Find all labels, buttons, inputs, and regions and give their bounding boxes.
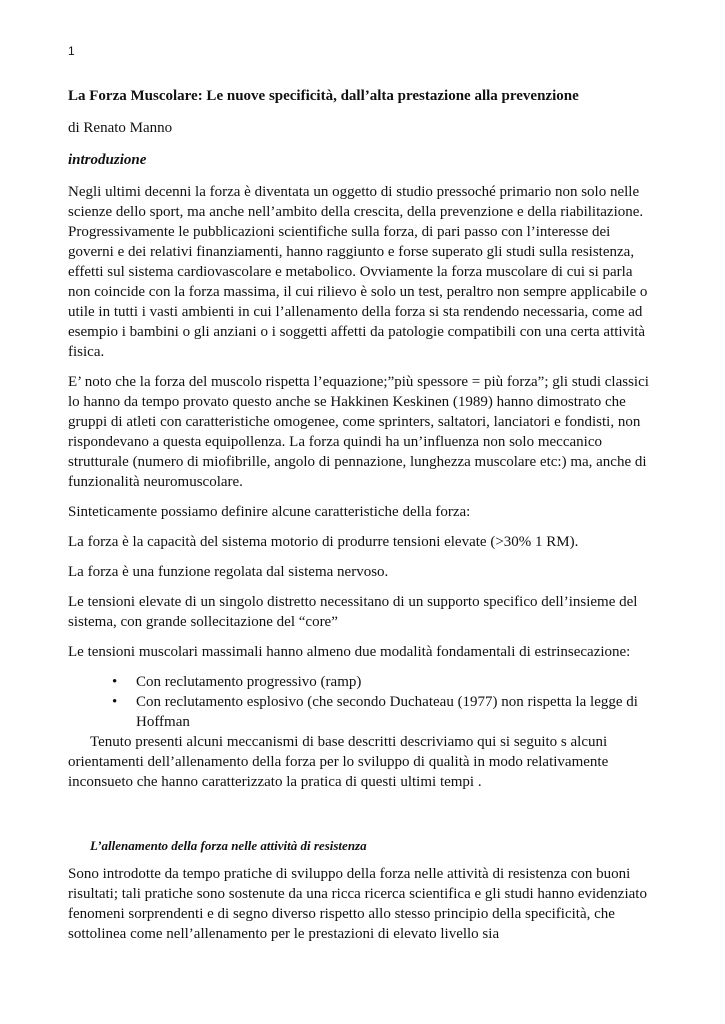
- bullet-icon: •: [112, 694, 118, 710]
- document-author: di Renato Manno: [68, 120, 173, 136]
- section-heading-introduzione: introduzione: [68, 152, 147, 168]
- paragraph-characteristics-lead: Sinteticamente possiamo definire alcune caratteristiche della forza:: [68, 504, 471, 520]
- bullet-icon: •: [112, 674, 118, 690]
- paragraph-resistenza: Sono introdotte da tempo pratiche di sviluppo della forza nelle attività di resistenza con buoni risultati; tali pratiche sono sostenute da una ricca ricerca scientifica e gli studi hanno evidenziato fenomeni sorprendenti e di segno diverso rispetto allo stesso principio della specificità, che sottolinea come nell’allenamento per le prestazioni di elevato livello sia: [68, 866, 647, 942]
- bullet-item: [112, 672, 658, 692]
- bullet-item: [112, 692, 658, 732]
- characteristic-item: Le tensioni muscolari massimali hanno almeno due modalità fondamentali di estrinsecazione:: [68, 644, 631, 660]
- paragraph-equation: E’ noto che la forza del muscolo rispetta l’equazione;”più spessore = più forza”; gli studi classici lo hanno da tempo provato questo anche se Hakkinen Keskinen (1989) hanno dimostrato che gruppi di atleti con caratteristiche omogenee, come sprinters, saltatori, lanciatori e fondisti, non rispondevano a questa equipollenza. La forza quindi ha un’influenza non solo meccanico strutturale (numero di miofibrille, angolo di pennazione, lunghezza muscolare etc:) ma, anche di funzionalità neuromuscolare.: [68, 374, 649, 490]
- characteristic-item: La forza è la capacità del sistema motorio di produrre tensioni elevate (>30% 1 RM).: [68, 534, 579, 550]
- paragraph-intro: Negli ultimi decenni la forza è diventata un oggetto di studio pressoché primario non solo nelle scienze dello sport, ma anche nell’ambito della crescita, della prevenzione e della riabilitazione. Progressivamente le pubblicazioni scientifiche sulla forza, di pari passo con l’interesse dei governi e dei relativi finanziamenti, hanno raggiunto e forse superato gli studi sulla resistenza, effetti sul sistema cardiovascolare e metabolico. Ovviamente la forza muscolare di cui si parla non coincide con la forza massima, il cui rilievo è solo un test, peraltro non sempre applicabile o utile in tutti i vasti ambienti in cui l’allenamento della forza si sta rendendo necessaria, come ad esempio i bambini o gli anziani o i soggetti affetti da patologie compatibili con una certa attività fisica.: [68, 184, 648, 360]
- paragraph-closing: Tenuto presenti alcuni meccanismi di base descritti descriviamo qui si seguito s alcuni orientamenti dell’allenamento della forza per lo sviluppo di qualità in modo relativamente inconsueto che hanno caratterizzato la pratica di questi ultimi tempi .: [68, 734, 609, 790]
- page-number: 1: [68, 44, 75, 58]
- bullet-text: Con reclutamento progressivo (ramp): [136, 674, 362, 690]
- document-title: La Forza Muscolare: Le nuove specificità, dall’alta prestazione alla prevenzione: [68, 88, 579, 104]
- subsection-heading-resistenza: L’allenamento della forza nelle attività di resistenza: [90, 838, 367, 853]
- recruitment-bullet-list: [112, 672, 658, 732]
- characteristic-item: La forza è una funzione regolata dal sistema nervoso.: [68, 564, 389, 580]
- document-body: [68, 86, 658, 954]
- characteristic-item: Le tensioni elevate di un singolo distretto necessitano di un supporto specifico dell’insieme del sistema, con grande sollecitazione del “core”: [68, 594, 638, 630]
- bullet-text: Con reclutamento esplosivo (che secondo Duchateau (1977) non rispetta la legge di Hoffman: [136, 694, 638, 730]
